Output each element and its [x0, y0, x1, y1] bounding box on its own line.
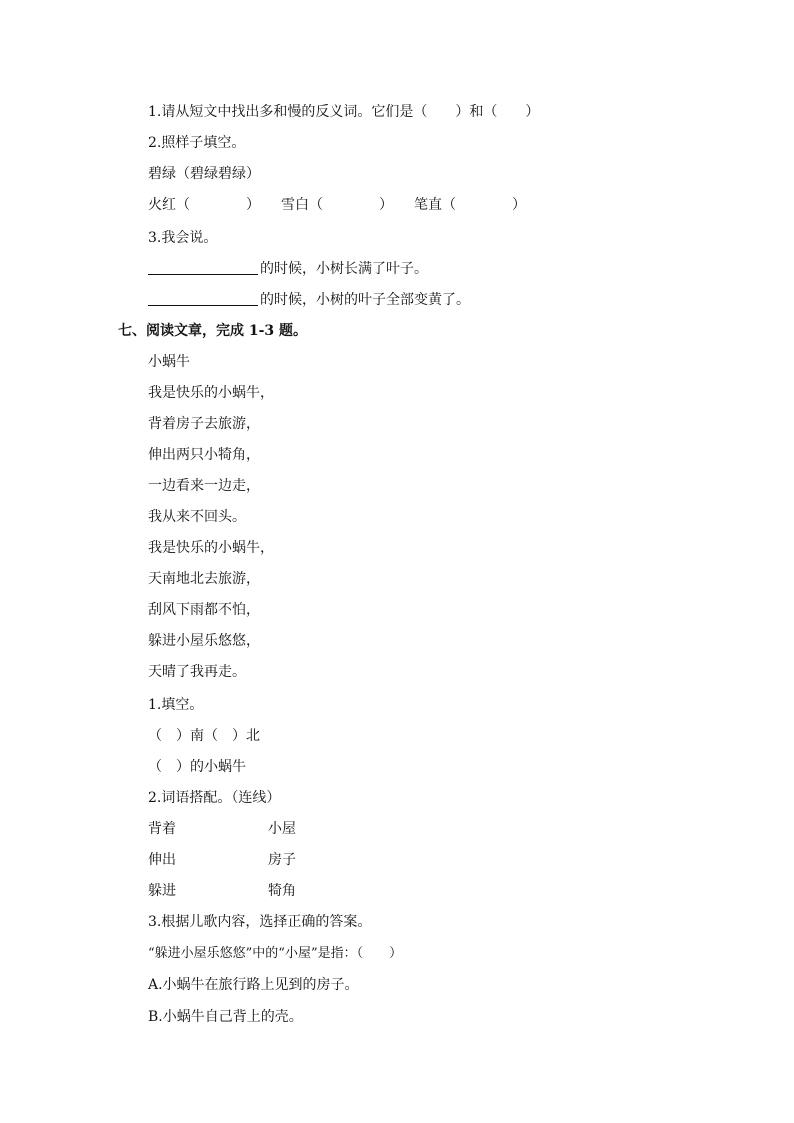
fill-blank-a: （ ）南（ ）北 — [148, 728, 260, 744]
match-right-item: 小屋 — [268, 821, 296, 837]
option-b: B.小蜗牛自己背上的壳。 — [148, 1009, 303, 1025]
question-stem: “躲进小屋乐悠悠”中的“小屋”是指：（ ） — [148, 946, 403, 961]
poem-line: 躲进小屋乐悠悠， — [148, 633, 260, 649]
question-7-3: 3.根据儿歌内容，选择正确的答案。 — [148, 914, 372, 930]
question-7-2: 2.词语搭配。（连线） — [148, 790, 281, 806]
poem-line: 我从来不回头。 — [148, 509, 246, 525]
question-6-3: 3.我会说。 — [148, 230, 218, 246]
poem-line: 背着房子去旅游， — [148, 416, 260, 432]
match-left-item: 伸出 — [148, 852, 176, 868]
say-line-1-text: 的时候，小树长满了叶子。 — [260, 261, 428, 277]
question-7-1: 1.填空。 — [148, 697, 204, 713]
say-line-2-text: 的时候，小树的叶子全部变黄了。 — [260, 292, 470, 308]
option-a: A.小蜗牛在旅行路上见到的房子。 — [148, 977, 359, 993]
match-left-item: 背着 — [148, 821, 176, 837]
poem-line: 伸出两只小犄角， — [148, 447, 260, 463]
fill-blank-b: （ ）的小蜗牛 — [148, 759, 246, 775]
answer-blank[interactable] — [148, 260, 258, 275]
say-line-2 — [148, 291, 470, 309]
poem-line: 刮风下雨都不怕， — [148, 602, 260, 618]
match-left-item: 躲进 — [148, 883, 176, 899]
say-line-1 — [148, 260, 428, 278]
fill-items: 火红（ ） 雪白（ ） 笔直（ ） — [148, 197, 526, 213]
question-6-1: 1.请从短文中找出多和慢的反义词。它们是（ ）和（ ） — [148, 104, 540, 120]
match-right-item: 房子 — [268, 852, 296, 868]
poem-line: 天南地北去旅游， — [148, 571, 260, 587]
answer-blank[interactable] — [148, 291, 258, 306]
poem-line: 我是快乐的小蜗牛， — [148, 385, 274, 401]
question-6-2: 2.照样子填空。 — [148, 135, 246, 151]
section-7-heading: 七、阅读文章，完成 1-3 题。 — [118, 323, 308, 339]
poem-line: 一边看来一边走， — [148, 478, 260, 494]
match-right-item: 犄角 — [268, 883, 296, 899]
poem-line: 我是快乐的小蜗牛， — [148, 540, 274, 556]
poem-line: 天晴了我再走。 — [148, 664, 246, 680]
example-text: 碧绿（碧绿碧绿） — [148, 166, 260, 182]
poem-title: 小蜗牛 — [148, 354, 190, 370]
